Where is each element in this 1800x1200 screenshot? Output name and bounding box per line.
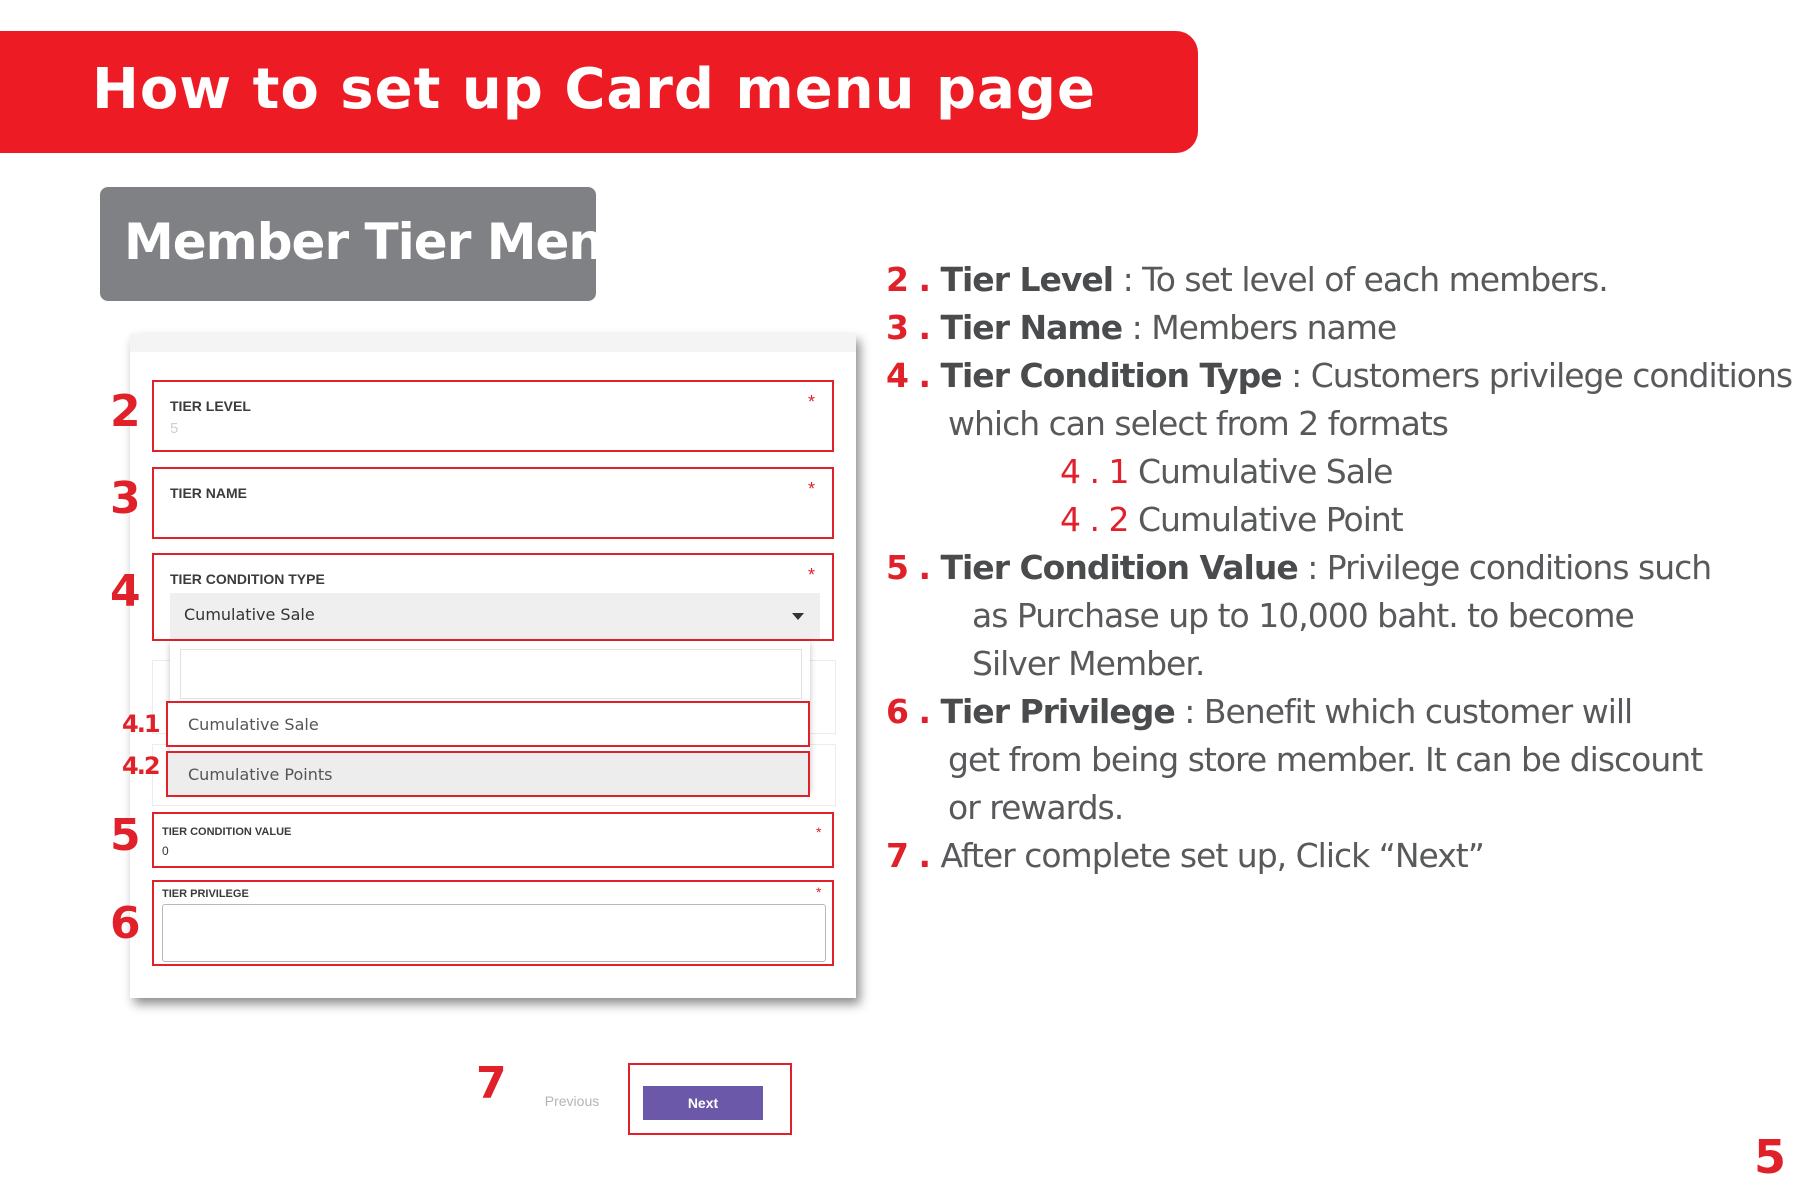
tier-level-field[interactable] (152, 380, 834, 452)
required-marker: * (816, 884, 822, 900)
instruction-line: 7 . After complete set up, Click “Next” (886, 836, 1484, 875)
marker-2: 2 (110, 386, 141, 437)
tier-level-label: TIER LEVEL (170, 398, 251, 414)
next-button[interactable]: Next (643, 1086, 763, 1120)
option-cumulative-sale[interactable] (166, 701, 810, 747)
instruction-line: 2 . Tier Level : To set level of each members. (886, 260, 1608, 299)
tier-privilege-field[interactable] (152, 880, 834, 966)
page-title: How to set up Card menu page (92, 57, 1096, 122)
tier-condition-type-label: TIER CONDITION TYPE (170, 571, 325, 587)
instruction-line: 4 . Tier Condition Type : Customers privilege conditions (886, 356, 1793, 395)
previous-button[interactable]: Previous (544, 1093, 600, 1109)
tier-name-field[interactable] (152, 467, 834, 539)
tier-privilege-textarea[interactable] (162, 904, 826, 962)
tier-condition-value-input[interactable]: 0 (162, 844, 169, 858)
dropdown-search-input[interactable] (180, 649, 802, 699)
marker-7: 7 (476, 1058, 507, 1109)
required-marker: * (816, 824, 822, 840)
page-number: 5 (1754, 1130, 1787, 1184)
marker-4-2: 4.2 (122, 752, 159, 780)
instruction-line: or rewards. (948, 788, 1124, 827)
card-top-strip (130, 334, 856, 352)
tier-privilege-label: TIER PRIVILEGE (162, 888, 249, 900)
required-marker: * (808, 479, 816, 499)
chevron-down-icon[interactable] (792, 613, 804, 620)
tier-condition-type-select[interactable] (170, 593, 820, 639)
required-marker: * (808, 565, 816, 585)
instruction-line: Silver Member. (972, 644, 1205, 683)
title-banner (0, 31, 1198, 153)
option-label: Cumulative Points (188, 765, 333, 784)
tier-level-placeholder: 5 (170, 420, 179, 437)
instructions (886, 256, 1793, 880)
tier-name-label: TIER NAME (170, 485, 247, 501)
instruction-line: get from being store member. It can be discount (948, 740, 1703, 779)
section-title: Member Tier Menu (124, 213, 638, 271)
required-marker: * (808, 392, 816, 412)
instruction-line: 6 . Tier Privilege : Benefit which customer will (886, 692, 1633, 731)
tier-condition-value-field[interactable] (152, 812, 834, 868)
instruction-line: 3 . Tier Name : Members name (886, 308, 1397, 347)
instruction-line: 4 . 2 Cumulative Point (1060, 500, 1403, 539)
instruction-line: 5 . Tier Condition Value : Privilege conditions such (886, 548, 1712, 587)
marker-3: 3 (110, 473, 141, 524)
tier-condition-type-field[interactable] (152, 553, 834, 641)
instruction-line: 4 . 1 Cumulative Sale (1060, 452, 1393, 491)
instruction-line: as Purchase up to 10,000 baht. to become (972, 596, 1634, 635)
selected-value: Cumulative Sale (184, 605, 315, 624)
form-card (130, 334, 856, 998)
tier-condition-value-label: TIER CONDITION VALUE (162, 826, 292, 838)
section-header (100, 187, 638, 301)
marker-6: 6 (110, 898, 141, 949)
option-cumulative-points[interactable] (166, 751, 810, 797)
marker-4: 4 (110, 566, 141, 617)
option-label: Cumulative Sale (188, 715, 319, 734)
marker-4-1: 4.1 (122, 710, 159, 738)
marker-5: 5 (110, 810, 141, 861)
instruction-line: which can select from 2 formats (948, 404, 1448, 443)
